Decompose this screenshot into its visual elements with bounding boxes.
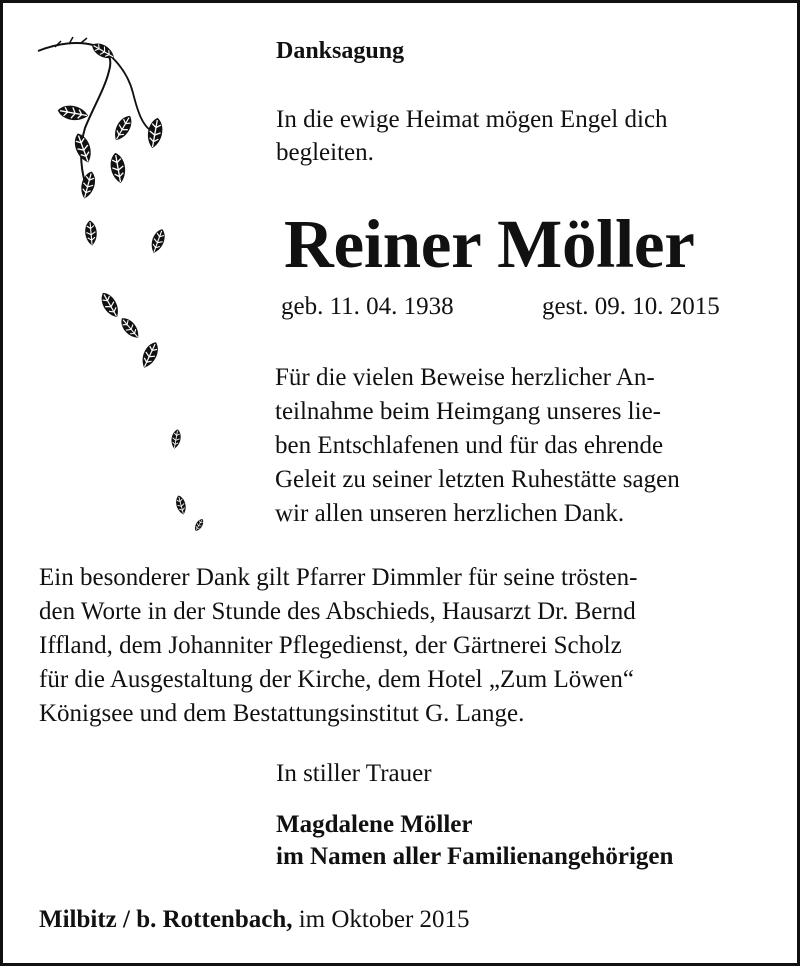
motto-line: In die ewige Heimat mögen Engel dich: [276, 106, 668, 133]
thanks-paragraph: [275, 361, 680, 531]
thanks-line: teilnahme beim Heimgang unseres lie-: [275, 398, 661, 425]
motto-line: begleiten.: [276, 139, 374, 166]
death-date: gest. 09. 10. 2015: [542, 293, 720, 320]
signer-family: im Namen aller Familienangehörigen: [276, 843, 674, 870]
special-thanks-line: Ein besonderer Dank gilt Pfarrer Dimmler für seine trösten-: [39, 564, 638, 591]
birth-date: geb. 11. 04. 1938: [281, 293, 454, 320]
deceased-name: Reiner Möller: [284, 206, 695, 282]
thanks-line: Geleit zu seiner letzten Ruhestätte sagen: [275, 466, 680, 493]
special-thanks-line: für die Ausgestaltung der Kirche, dem Hotel „Zum Löwen“: [39, 666, 634, 693]
signer-name: Magdalene Möller: [276, 811, 473, 838]
special-thanks-paragraph: [39, 561, 637, 731]
thanks-line: Für die vielen Beweise herzlicher An-: [275, 364, 655, 391]
place-date-line: [39, 904, 470, 936]
special-thanks-line: den Worte in der Stunde des Abschieds, Hausarzt Dr. Bernd: [39, 598, 636, 625]
signers-block: [276, 809, 673, 873]
footer-date: im Oktober 2015: [292, 906, 470, 933]
motto-text: [276, 103, 668, 169]
notice-heading: Danksagung: [276, 38, 405, 64]
footer-place: Milbitz / b. Rottenbach,: [39, 906, 293, 933]
special-thanks-line: Königsee und dem Bestattungsinstitut G. Lange.: [39, 700, 525, 727]
special-thanks-line: Iffland, dem Johanniter Pflegedienst, der Gärtnerei Scholz: [39, 632, 622, 659]
falling-leaves-icon: [33, 33, 213, 543]
mourning-line: In stiller Trauer: [276, 760, 432, 787]
thanks-line: wir allen unseren herzlichen Dank.: [275, 500, 625, 527]
thanks-line: ben Entschlafenen und für das ehrende: [275, 432, 664, 459]
